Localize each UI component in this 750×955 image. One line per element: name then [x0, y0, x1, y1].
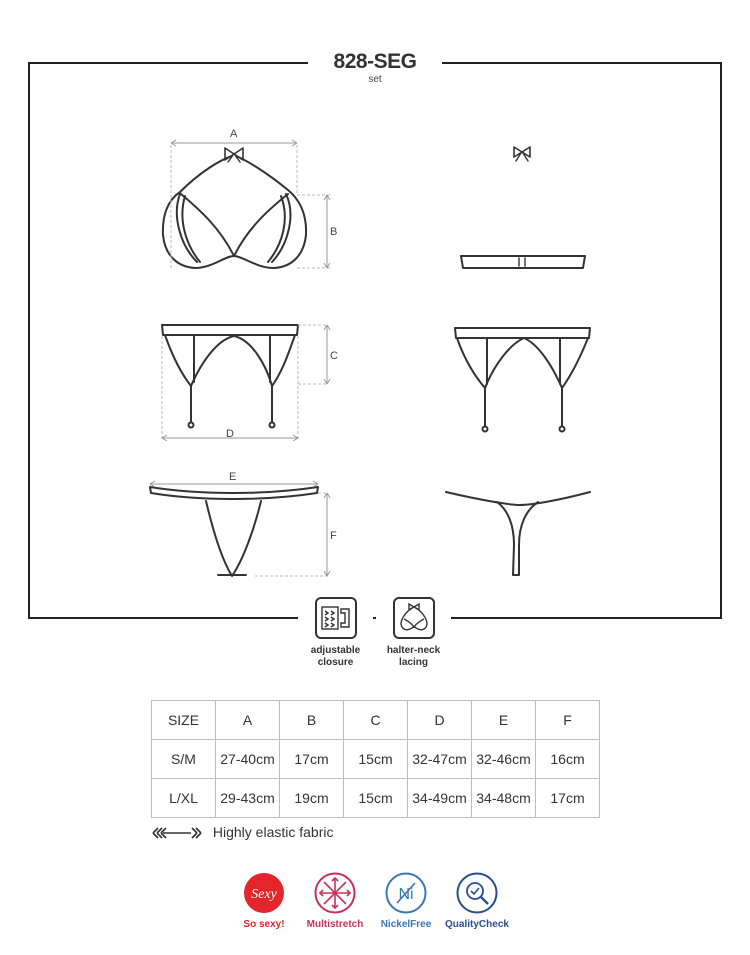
table-cell: 34-49cm	[408, 779, 472, 818]
badge-icon-text: Sexy	[251, 887, 277, 902]
table-header-cell: E	[472, 701, 536, 740]
table-cell: 17cm	[280, 740, 344, 779]
dim-label-b: B	[330, 226, 338, 238]
dim-label-c: C	[330, 350, 338, 362]
badge-icon-text: Ni	[398, 886, 414, 903]
so-sexy-icon	[243, 872, 285, 914]
badge-label: So sexy!	[243, 919, 285, 930]
table-cell: 29-43cm	[216, 779, 280, 818]
feature-adjustable-closure	[298, 593, 373, 669]
thong-back-drawing	[446, 492, 590, 575]
table-cell: 34-48cm	[472, 779, 536, 818]
garter-back-drawing	[455, 328, 590, 432]
dim-label-e: E	[229, 471, 237, 483]
table-cell: 15cm	[344, 779, 408, 818]
dim-label-a: A	[230, 128, 238, 140]
dimension-guides	[162, 145, 330, 576]
elastic-arrows-icon	[151, 826, 203, 840]
nickel-free-icon	[385, 872, 427, 914]
table-cell: 32-47cm	[408, 740, 472, 779]
dim-label-f: F	[330, 530, 337, 542]
multistretch-icon	[314, 872, 356, 914]
quality-check-icon	[456, 872, 498, 914]
table-cell: S/M	[152, 740, 216, 779]
product-title: 828-SEG	[333, 50, 417, 73]
header	[308, 46, 442, 92]
bra-front-drawing	[163, 148, 306, 268]
feature-label-line2: closure	[317, 657, 354, 668]
table-header-cell: SIZE	[152, 701, 216, 740]
feature-label-line1: adjustable	[310, 645, 361, 656]
product-subtitle: set	[368, 74, 382, 85]
table-cell: L/XL	[152, 779, 216, 818]
table-cell: 32-46cm	[472, 740, 536, 779]
feature-halter-neck	[376, 593, 451, 669]
table-cell: 17cm	[536, 779, 600, 818]
badge-multistretch	[295, 872, 375, 930]
table-cell: 19cm	[280, 779, 344, 818]
table-row	[152, 779, 600, 818]
table-header-row	[152, 701, 600, 740]
elastic-legend	[151, 824, 334, 840]
halter-neck-icon	[393, 597, 435, 639]
badge-label: QualityCheck	[445, 919, 509, 930]
table-header-cell: C	[344, 701, 408, 740]
size-table	[151, 700, 600, 818]
feature-label-line1: halter-neck	[386, 645, 441, 656]
badge-quality-check	[437, 872, 517, 930]
badge-so-sexy	[224, 872, 304, 930]
thong-front-drawing	[150, 487, 318, 576]
badge-nickel-free	[366, 872, 446, 930]
table-header-cell: A	[216, 701, 280, 740]
table-header-cell: B	[280, 701, 344, 740]
legend-text: Highly elastic fabric	[212, 824, 334, 840]
dim-label-d: D	[226, 428, 234, 440]
table-cell: 27-40cm	[216, 740, 280, 779]
table-cell: 16cm	[536, 740, 600, 779]
table-row	[152, 740, 600, 779]
feature-label-line2: lacing	[399, 657, 428, 668]
badge-label: NickelFree	[380, 919, 432, 930]
table-header-cell: D	[408, 701, 472, 740]
bra-back-drawing	[461, 147, 585, 268]
badge-label: Multistretch	[306, 919, 364, 930]
adjustable-closure-icon	[315, 597, 357, 639]
table-header-cell: F	[536, 701, 600, 740]
table-cell: 15cm	[344, 740, 408, 779]
garter-front-drawing	[162, 325, 298, 428]
